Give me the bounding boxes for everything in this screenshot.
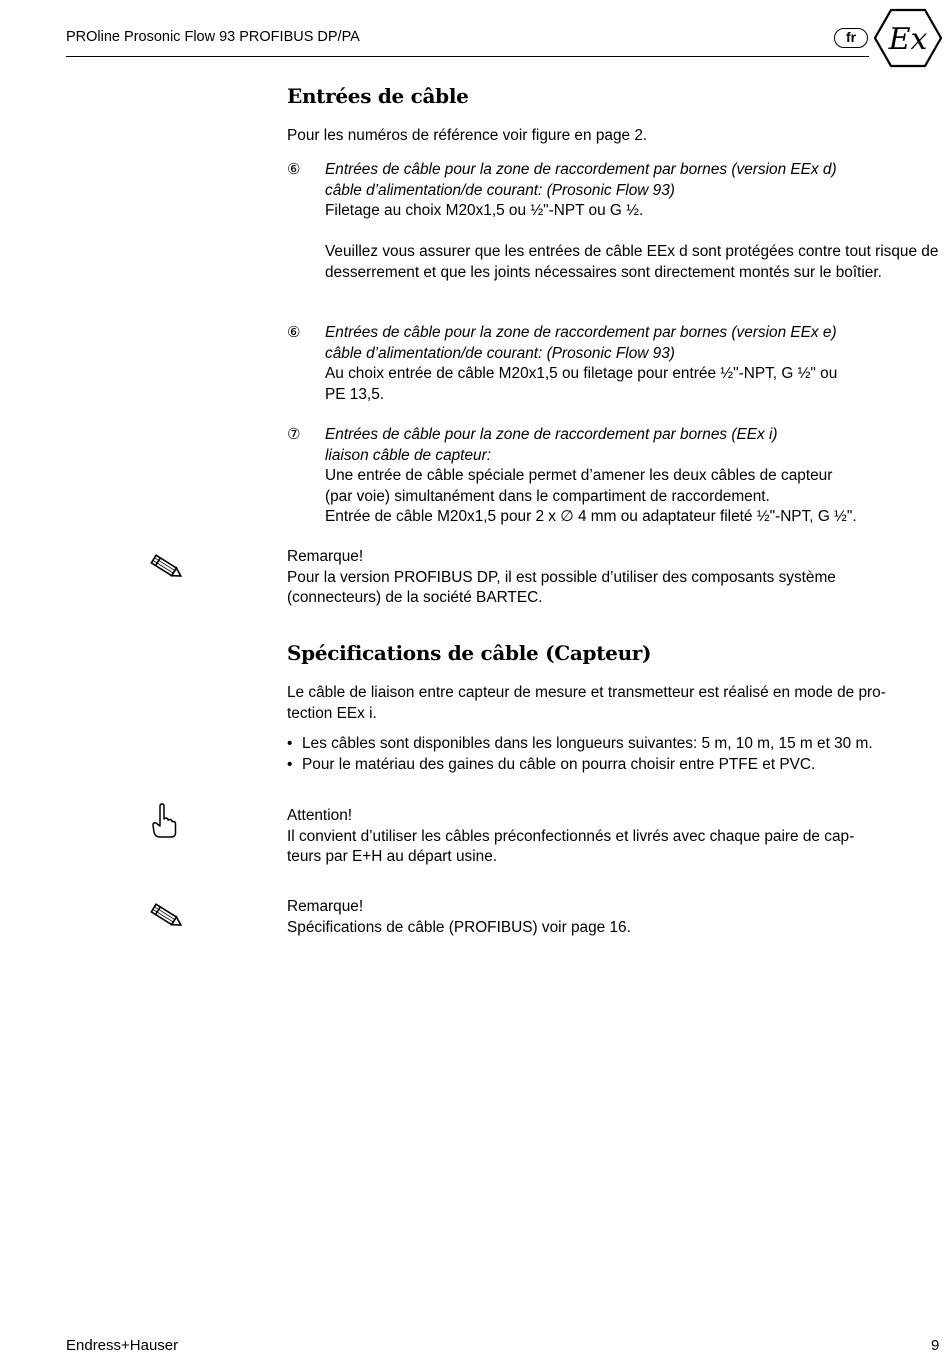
note-line: (connecteurs) de la société BARTEC. bbox=[287, 589, 543, 606]
item-italic-line: Entrées de câble pour la zone de raccordement par bornes (EEx i) bbox=[325, 426, 778, 443]
note-block bbox=[287, 897, 947, 938]
item-number: ⑥ bbox=[287, 161, 301, 178]
note-line: Spécifications de câble (PROFIBUS) voir page 16. bbox=[287, 918, 631, 936]
attention-title: Attention! bbox=[287, 807, 353, 824]
note-block bbox=[287, 547, 947, 609]
item-italic-line: liaison câble de capteur: bbox=[325, 446, 491, 464]
document-title: PROline Prosonic Flow 93 PROFIBUS DP/PA bbox=[66, 29, 360, 45]
list-item bbox=[325, 425, 947, 528]
footer-brand: Endress+Hauser bbox=[66, 1337, 179, 1354]
pointing-hand-icon bbox=[151, 803, 177, 839]
pencil-note-icon bbox=[148, 902, 186, 932]
note-title: Remarque! bbox=[287, 548, 364, 565]
bullet-item bbox=[287, 755, 947, 776]
attention-block bbox=[287, 806, 947, 868]
note-title: Remarque! bbox=[287, 898, 364, 915]
pencil-note-icon bbox=[148, 553, 186, 583]
intro-paragraph: Pour les numéros de référence voir figure en page 2. bbox=[287, 127, 648, 144]
specs-intro-line: tection EEx i. bbox=[287, 704, 377, 722]
item-number: ⑦ bbox=[287, 426, 301, 443]
header-rule bbox=[66, 56, 869, 57]
specs-intro bbox=[287, 683, 947, 724]
item-italic-line: câble d’alimentation/de courant: (Prosonic Flow 93) bbox=[325, 344, 675, 362]
page-number: 9 bbox=[931, 1337, 940, 1354]
section-heading-cable-entries: Entrées de câble bbox=[287, 84, 469, 108]
item-text-line: Filetage au choix M20x1,5 ou ½"-NPT ou G ½. bbox=[325, 202, 644, 219]
ex-hexagon-logo bbox=[874, 8, 942, 68]
bullet-dot: • bbox=[287, 735, 293, 752]
list-item bbox=[325, 160, 947, 222]
bullet-list bbox=[287, 734, 947, 775]
attention-line: teurs par E+H au départ usine. bbox=[287, 848, 498, 865]
item-text-line: (par voie) simultanément dans le compartiment de raccordement. bbox=[325, 487, 770, 505]
bullet-dot: • bbox=[287, 755, 293, 773]
ex-logo-text: Ex bbox=[888, 22, 928, 57]
item-text-line: Entrée de câble M20x1,5 pour 2 x ∅ 4 mm ou adaptateur fileté ½"-NPT, G ½". bbox=[325, 508, 857, 525]
item-text-line: Une entrée de câble spéciale permet d’amener les deux câbles de capteur bbox=[325, 467, 833, 484]
item-text-line: Au choix entrée de câble M20x1,5 ou filetage pour entrée ½"-NPT, G ½" ou bbox=[325, 365, 838, 382]
specs-intro-line: Le câble de liaison entre capteur de mesure et transmetteur est réalisé en mode de pro- bbox=[287, 684, 886, 701]
item-italic-line: Entrées de câble pour la zone de raccordement par bornes (version EEx d) bbox=[325, 161, 837, 178]
item-number: ⑥ bbox=[287, 324, 301, 341]
attention-line: Il convient d’utiliser les câbles préconfectionnés et livrés avec chaque paire de cap- bbox=[287, 827, 855, 845]
section-heading-cable-specs: Spécifications de câble (Capteur) bbox=[287, 641, 652, 665]
item-italic-line: câble d’alimentation/de courant: (Prosonic Flow 93) bbox=[325, 181, 675, 199]
bullet-text: Pour le matériau des gaines du câble on pourra choisir entre PTFE et PVC. bbox=[302, 755, 816, 773]
note-line: Pour la version PROFIBUS DP, il est possible d’utiliser des composants système bbox=[287, 568, 836, 586]
language-badge: fr bbox=[834, 28, 868, 48]
item-text-line: PE 13,5. bbox=[325, 385, 385, 403]
list-item bbox=[325, 323, 947, 405]
warning-paragraph: Veuillez vous assurer que les entrées de câble EEx d sont protégées contre tout risque de desserrement et que les joints nécessaires sont directement montés sur le boîtier. bbox=[325, 243, 939, 281]
bullet-text: Les câbles sont disponibles dans les longueurs suivantes: 5 m, 10 m, 15 m et 30 m. bbox=[302, 735, 873, 752]
bullet-item bbox=[287, 734, 947, 755]
item-italic-line: Entrées de câble pour la zone de raccordement par bornes (version EEx e) bbox=[325, 324, 837, 341]
